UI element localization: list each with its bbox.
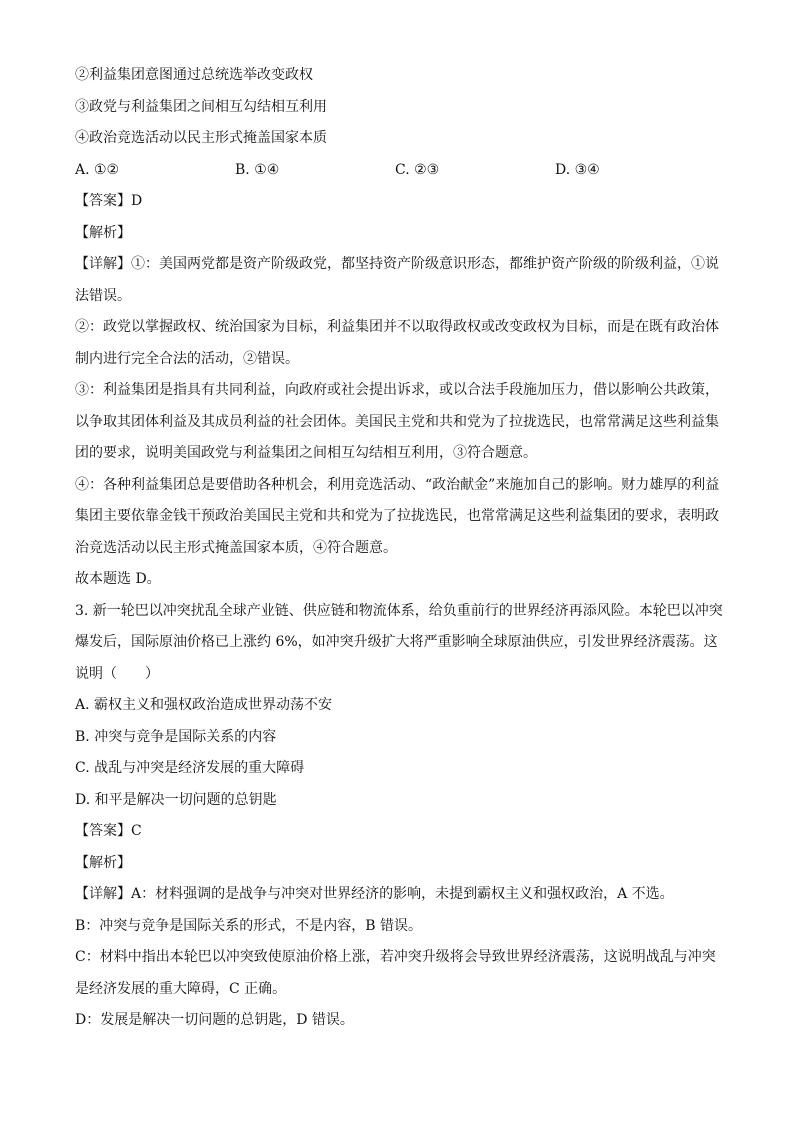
q2-answer: 【答案】D xyxy=(75,193,143,209)
q3-stem: 3. 新一轮巴以冲突扰乱全球产业链、供应链和物流体系，给负重前行的世界经济再添风险。本轮巴以冲突爆发后，国际原油价格已上涨约 6%，如冲突升级扩大将严重影响全球原油供应，引发世界经济震荡。这说明（ ） xyxy=(75,602,723,682)
q2-options xyxy=(75,155,725,187)
q3-detail-b: B：冲突与竞争是国际关系的形式，不是内容，B 错误。 xyxy=(75,917,423,934)
q2-option-d: D. ③④ xyxy=(555,161,600,178)
q3-option-c: C. 战乱与冲突是经济发展的重大障碍 xyxy=(75,760,305,776)
statement-2: ②利益集团意图通过总统选举改变政权 xyxy=(75,67,313,83)
statement-3: ③政党与利益集团之间相互勾结相互利用 xyxy=(75,98,327,115)
q2-detail-3: ③：利益集团是指具有共同利益，向政府或社会提出诉求，或以合法手段施加压力，借以影响公共政策，以争取其团体利益及其成员利益的社会团体。美国民主党和共和党为了拉拢选民，也常常满足这些利益集团的要求，说明美国政党与利益集团之间相互勾结相互利用，③符合题意。 xyxy=(75,382,719,461)
q2-conclusion: 故本题选 D。 xyxy=(75,571,161,587)
q3-detail-c: C：材料中指出本轮巴以冲突致使原油价格上涨，若冲突升级将会导致世界经济震荡，这说明战乱与冲突是经济发展的重大障碍，C 正确。 xyxy=(75,949,716,997)
q3-option-d: D. 和平是解决一切问题的总钥匙 xyxy=(75,791,277,808)
q2-option-b: B. ①④ xyxy=(235,161,280,178)
document-content xyxy=(75,60,725,1037)
q2-detail-1: 【详解】①：美国两党都是资产阶级政党，都坚持资产阶级意识形态，都维护资产阶级的阶级利益，①说法错误。 xyxy=(75,256,719,304)
q3-option-b: B. 冲突与竞争是国际关系的内容 xyxy=(75,728,277,745)
q2-detail-2: ②：政党以掌握政权、统治国家为目标，利益集团并不以取得政权或改变政权为目标，而是在既有政治体制内进行完全合法的活动，②错误。 xyxy=(75,319,719,367)
q2-option-a: A. ①② xyxy=(75,161,120,178)
statement-4: ④政治竞选活动以民主形式掩盖国家本质 xyxy=(75,130,327,146)
q3-detail-d: D：发展是解决一切问题的总钥匙，D 错误。 xyxy=(75,1012,354,1028)
q3-detail-a: 【详解】A：材料强调的是战争与冲突对世界经济的影响，未提到霸权主义和强权政治，A 不选。 xyxy=(75,886,674,902)
q3-analysis-label: 【解析】 xyxy=(75,854,131,871)
q2-detail-4: ④：各种利益集团总是要借助各种机会，利用竞选活动、“政治献金”来施加自己的影响。财力雄厚的利益集团主要依靠金钱干预政治美国民主党和共和党为了拉拢选民，也常常满足这些利益集团的要求，表明政治竞选活动以民主形式掩盖国家本质，④符合题意。 xyxy=(75,476,720,556)
q3-answer: 【答案】C xyxy=(75,823,142,839)
q3-option-a: A. 霸权主义和强权政治造成世界动荡不安 xyxy=(75,697,333,713)
q2-analysis-label: 【解析】 xyxy=(75,224,131,241)
q3-options xyxy=(75,690,725,816)
q2-option-c: C. ②③ xyxy=(395,161,440,178)
